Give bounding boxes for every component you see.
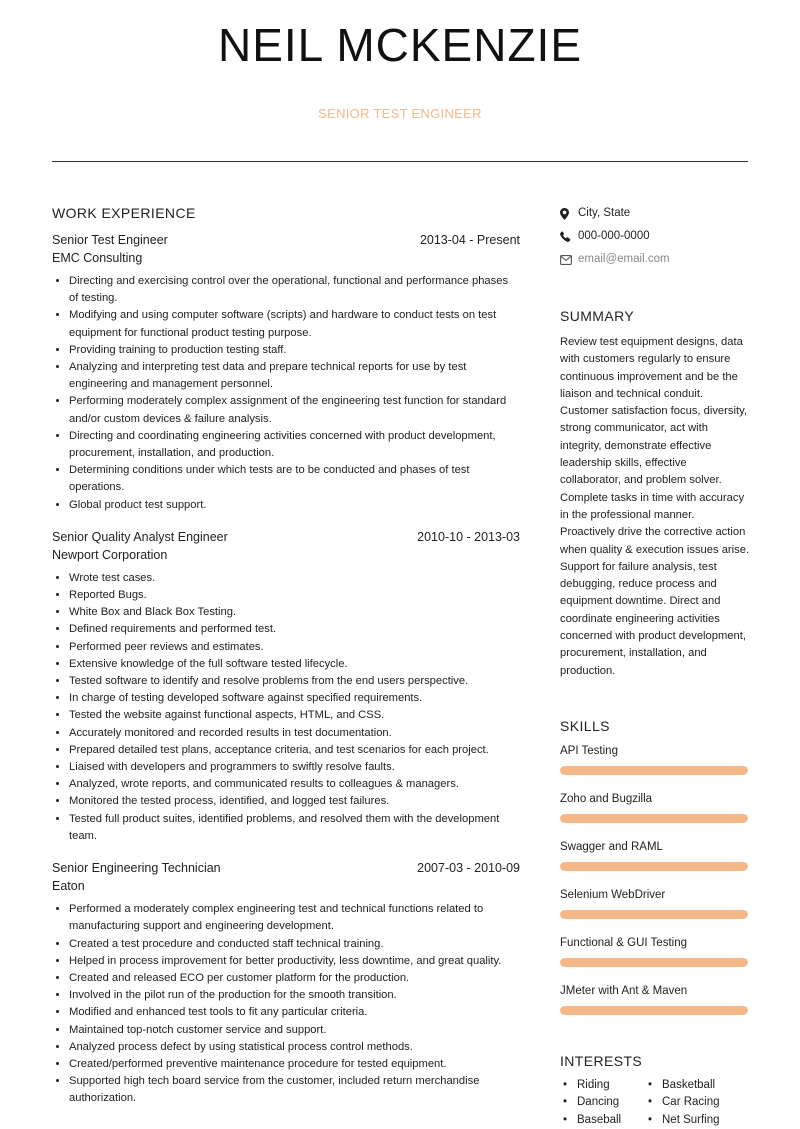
job-bullets [52,901,520,1107]
job-bullet: • Reported Bugs. [69,587,520,604]
job-bullet: • Maintained top-notch customer service and support. [69,1022,520,1039]
job-entry [52,859,520,1107]
job-dates: 2007-03 - 2010-09 [417,861,520,876]
skill-level-bar [560,1006,748,1015]
interest-item: • Baseball [560,1112,645,1129]
job-position: Senior Test Engineer [52,233,168,247]
work-experience-section [52,205,520,1122]
skill-item [560,744,750,775]
job-bullet: • Created/performed preventive maintenance procedure for tested equipment. [69,1056,520,1073]
skill-label: Functional & GUI Testing [560,936,687,949]
skills-list [560,744,750,1015]
job-bullet: • Extensive knowledge of the full software tested lifecycle. [69,656,520,673]
work-experience-heading: WORK EXPERIENCE [52,205,196,221]
job-bullet: • Analyzing and interpreting test data and prepare technical reports for use by test engineering and management personnel. [69,359,520,393]
job-bullet: • Accurately monitored and recorded results in test documentation. [69,725,520,742]
job-bullets [52,570,520,845]
skill-level-fill [560,910,748,919]
skill-label: Selenium WebDriver [560,888,666,901]
job-header [52,528,520,546]
job-bullet: • Tested the website against functional aspects, HTML, and CSS. [69,707,520,724]
header-divider [52,161,748,162]
skill-item [560,792,750,823]
skill-item [560,840,750,871]
skills-heading: SKILLS [560,717,610,734]
job-dates: 2010-10 - 2013-03 [417,529,520,544]
job-bullet: • Monitored the tested process, identified, and logged test failures. [69,793,520,810]
skill-level-bar [560,814,748,823]
interests-list [560,1077,750,1129]
job-entry [52,528,520,845]
skill-level-bar [560,862,748,871]
job-bullets [52,273,520,514]
interests-heading: INTERESTS [560,1052,643,1069]
skill-label: Swagger and RAML [560,840,663,853]
contact-location [560,202,750,225]
skill-item [560,888,750,919]
interest-item: • Basketball [645,1077,735,1095]
job-bullet: • Performed peer reviews and estimates. [69,639,520,656]
job-bullet: • Directing and exercising control over the operational, functional and performance phases of testing. [69,273,520,307]
job-header [52,859,520,877]
job-header [52,231,520,249]
phone-icon [560,231,578,242]
job-bullet: • Providing training to production testing staff. [69,342,520,359]
skill-level-bar [560,766,748,775]
phone-text: 000-000-0000 [578,230,650,242]
contact-email[interactable] [560,248,750,271]
skill-label: Zoho and Bugzilla [560,792,653,805]
job-bullet: • Tested software to identify and resolve problems from the end users perspective. [69,673,520,690]
envelope-icon [560,255,578,265]
location-text: City, State [578,207,631,219]
job-bullet: • Global product test support. [69,497,520,514]
job-company: EMC Consulting [52,251,143,265]
job-bullet: • Defined requirements and performed test. [69,621,520,638]
job-bullet: • Directing and coordinating engineering activities concerned with product development, procurement, installation, and production. [69,428,520,462]
interest-item: • Net Surfing [645,1112,735,1129]
skill-level-fill [560,814,748,823]
job-bullet: • Supported high tech board service from the customer, included return merchandise authorization. [69,1073,520,1107]
skill-level-fill [560,766,748,775]
job-bullet: • Determining conditions under which tests are to be conducted and phases of test operations. [69,462,520,496]
interest-item: • Riding [560,1077,645,1095]
job-bullet: • Wrote test cases. [69,570,520,587]
job-dates: 2013-04 - Present [419,233,520,247]
job-bullet: • Analyzed, wrote reports, and communicated results to colleagues & managers. [69,776,520,793]
job-bullet: • Analyzed process defect by using statistical process control methods. [69,1039,520,1056]
job-bullet: • Modifying and using computer software (scripts) and hardware to conduct tests on test equipment for functional product testing purpose. [69,307,520,341]
candidate-name: NEIL MCKENZIE [217,19,583,71]
job-bullet: • Modified and enhanced test tools to fit any particular criteria. [69,1004,520,1021]
job-bullet: • White Box and Black Box Testing. [69,604,520,621]
job-bullet: • Created and released ECO per customer platform for the production. [69,970,520,987]
skill-level-bar [560,958,748,967]
job-company: Eaton [52,879,85,894]
skill-label: API Testing [560,744,618,757]
map-pin-icon [560,208,578,220]
summary-heading: SUMMARY [560,308,635,324]
contact-phone [560,225,750,248]
job-bullet: • Helped in process improvement for better productivity, less downtime, and great quality. [69,953,520,970]
job-position: Senior Engineering Technician [52,861,221,876]
job-title: SENIOR TEST ENGINEER [318,106,482,121]
job-list [52,231,520,1108]
job-bullet: • Liaised with developers and programmers to swiftly resolve faults. [69,759,520,776]
job-position: Senior Quality Analyst Engineer [52,529,228,544]
job-bullet: • In charge of testing developed software against specified requirements. [69,690,520,707]
contact-block [560,202,750,271]
email-link[interactable]: email@email.com [578,253,670,265]
job-bullet: • Created a test procedure and conducted staff technical training. [69,936,520,953]
skill-level-fill [560,862,748,871]
job-company: Newport Corporation [52,547,168,562]
skill-level-fill [560,1006,748,1015]
job-bullet: • Prepared detailed test plans, acceptance criteria, and test scenarios for each project. [69,742,520,759]
summary-text: Review test equipment designs, data with customers regularly to ensure continuous improvement and be the liaison and technical conduit. Customer satisfaction focus, diversity, strong communicator, act with integrity, demonstrate effective leadership skills, effective collaborator, and problem solver. Complete tasks in time with accuracy in the professional manner. Proactively drive the corrective action when quality & execution issues arise. Support for failure analysis, test debugging, reduce process and equipment downtime. Direct and coordinate engineering activities concerned with product development, procurement, installation, and production. [560,336,750,677]
skill-level-bar [560,910,748,919]
job-bullet: • Performed a moderately complex engineering test and technical functions related to manufacturing support and engineering development. [69,901,520,935]
skill-level-fill [560,958,748,967]
job-bullet: • Tested full product suites, identified problems, and resolved them with the development team. [69,811,520,845]
job-entry [52,231,520,514]
skill-item [560,936,750,967]
interest-item: • Dancing [560,1094,645,1112]
job-bullet: • Involved in the pilot run of the production for the smooth transition. [69,987,520,1004]
skill-label: JMeter with Ant & Maven [560,984,688,997]
sidebar [560,202,750,1129]
interest-item: • Car Racing [645,1094,735,1112]
job-bullet: • Performing moderately complex assignment of the engineering test function for standard and/or custom devices & failure analysis. [69,393,520,427]
skill-item [560,984,750,1015]
